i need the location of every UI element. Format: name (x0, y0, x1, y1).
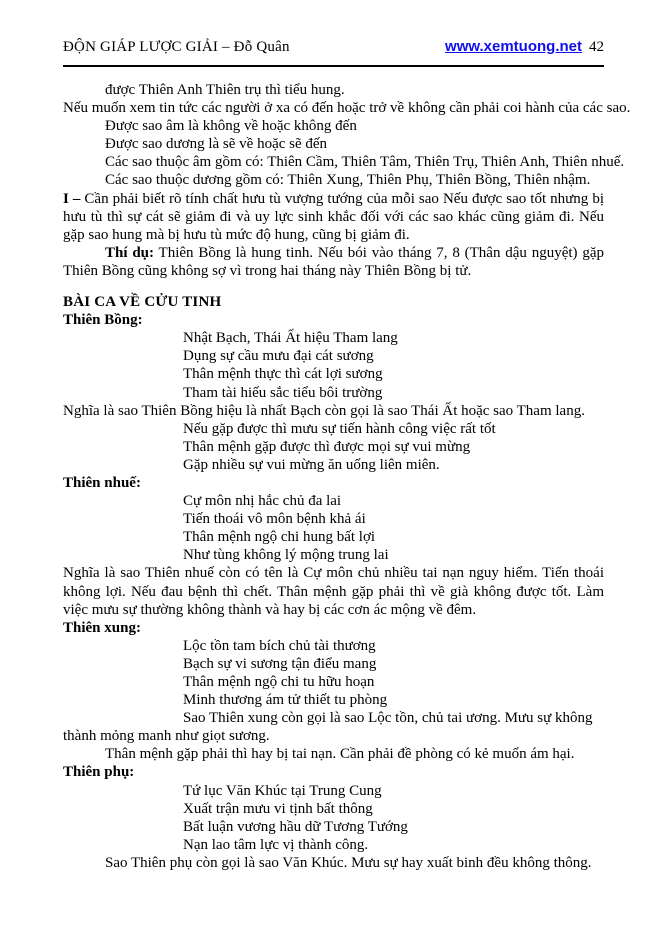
verse-line: Thân mệnh ngộ chi tu hữu hoạn (183, 674, 375, 690)
verse-line: Bất luận vương hầu dữ Tương Tướng (183, 818, 408, 835)
document-title: ĐỘN GIÁP LƯỢC GIẢI – Đỗ Quân (63, 39, 290, 55)
paragraph-thien-bong-meaning: Nghĩa là sao Thiên Bồng hiệu là nhất Bạch còn gọi là sao Thái Ất hoặc sao Tham lang. (63, 402, 585, 419)
star-heading-thien-phu: Thiên phụ: (63, 764, 135, 781)
star-heading-thien-bong: Thiên Bồng: (63, 312, 143, 329)
verse-line: Nạn lao tâm lực vị thành công. (183, 836, 369, 853)
effect-line: Thân mệnh gặp được thì được mọi sự vui mừng (183, 438, 471, 455)
website-link[interactable]: www.xemtuong.net (445, 38, 582, 55)
paragraph-example-lead: Thí dụ: (105, 244, 154, 261)
verse-line: Tứ lục Văn Khúc tại Trung Cung (183, 782, 382, 799)
effect-line: Gặp nhiều sự vui mừng ăn uống liên miên. (183, 456, 440, 473)
star-heading-thien-nhue: Thiên nhuế: (63, 474, 141, 491)
page-header (63, 38, 604, 56)
header-divider (63, 65, 604, 67)
paragraph-rule-1-lead: I – (63, 190, 81, 207)
paragraph-intro-4: Được sao dương là sẽ về hoặc sẽ đến (105, 136, 328, 153)
paragraph-intro-2: Nếu muốn xem tin tức các người ở xa có đến hoặc trở về không cần phải coi hành của các sao. (63, 100, 631, 117)
verse-line: Bạch sự vi sương tận điểu mang (183, 655, 377, 672)
verse-line: Tiến thoái vô môn bệnh khả ái (183, 511, 366, 528)
verse-line: Nhật Bạch, Thái Ất hiệu Tham lang (183, 330, 398, 347)
paragraph-example (63, 244, 604, 280)
paragraph-thien-xung-note: Thân mệnh gặp phải thì hay bị tai nạn. Cần phải đề phòng có kẻ muốn ám hại. (105, 746, 575, 763)
effect-line: Nếu gặp được thì mưu sự tiến hành công việc rất tốt (183, 420, 496, 437)
paragraph-intro-1: được Thiên Anh Thiên trụ thì tiểu hung. (105, 82, 345, 98)
paragraph-rule-1 (63, 190, 604, 244)
paragraph-thien-xung-meaning: Sao Thiên xung còn gọi là sao Lộc tồn, chủ tai ương. Mưu sự không thành mỏng manh như giọt sương. (63, 710, 593, 745)
paragraph-yin-stars: Các sao thuộc âm gồm có: Thiên Cầm, Thiên Tâm, Thiên Trụ, Thiên Anh, Thiên nhuế. (105, 154, 625, 171)
header-right (445, 38, 604, 56)
paragraph-intro-3: Được sao âm là không về hoặc không đến (105, 118, 357, 135)
star-heading-thien-xung: Thiên xung: (63, 619, 141, 636)
paragraph-yang-stars: Các sao thuộc dương gồm có: Thiên Xung, Thiên Phụ, Thiên Bồng, Thiên nhậm. (105, 172, 591, 189)
paragraph-rule-1-text: Cần phải biết rõ tính chất hưu tù vượng tướng của mỗi sao Nếu được sao tốt nhưng bị hưu tù thì sự cát sẽ giảm đi và uy lực sinh khắc đối với các sao khác cũng giảm đi. Nếu gặp sao hung mà bị hưu tù mức độ hung, cũng bị giảm đi. (63, 190, 604, 243)
verse-line: Dụng sự cầu mưu đại cát sương (183, 348, 374, 365)
document-body (63, 81, 631, 872)
paragraph-thien-phu-meaning: Sao Thiên phụ còn gọi là sao Văn Khúc. Mưu sự hay xuất binh đều không thông. (105, 854, 592, 871)
paragraph-example-text: Thiên Bồng là hung tinh. Nếu bói vào tháng 7, 8 (Thân dậu nguyệt) gặp Thiên Bồng cũng không sợ vì trong hai tháng này Thiên Bồng bị tử. (63, 244, 604, 279)
section-title-cuu-tinh: BÀI CA VỀ CỬU TINH (63, 294, 222, 311)
verse-line: Thân mệnh ngộ chi hung bất lợi (183, 529, 376, 546)
verse-line: Thân mệnh thực thì cát lợi sương (183, 366, 383, 383)
page-number: 42 (589, 39, 604, 55)
verse-line: Minh thương ám tử thiết tu phòng (183, 692, 388, 709)
verse-line: Tham tài hiếu sắc tiểu bôi trường (183, 384, 383, 401)
verse-line: Như tùng không lý mộng trung lai (183, 547, 389, 564)
verse-line: Cự môn nhị hắc chủ đa lai (183, 493, 342, 510)
verse-line: Lộc tồn tam bích chủ tài thương (183, 637, 376, 654)
paragraph-thien-nhue-meaning: Nghĩa là sao Thiên nhuế còn có tên là Cự môn chủ nhiều tai nạn nguy hiểm. Tiến thoái không lợi. Nếu đau bệnh thì chết. Thân mệnh gặp phải thì về già không được tốt. Làm việc mưu sự thường không thành và hay bị các cơn ác mộng về đêm. (63, 565, 604, 618)
verse-line: Xuất trận mưu vi tịnh bất thông (183, 800, 373, 817)
page-content (63, 0, 631, 872)
